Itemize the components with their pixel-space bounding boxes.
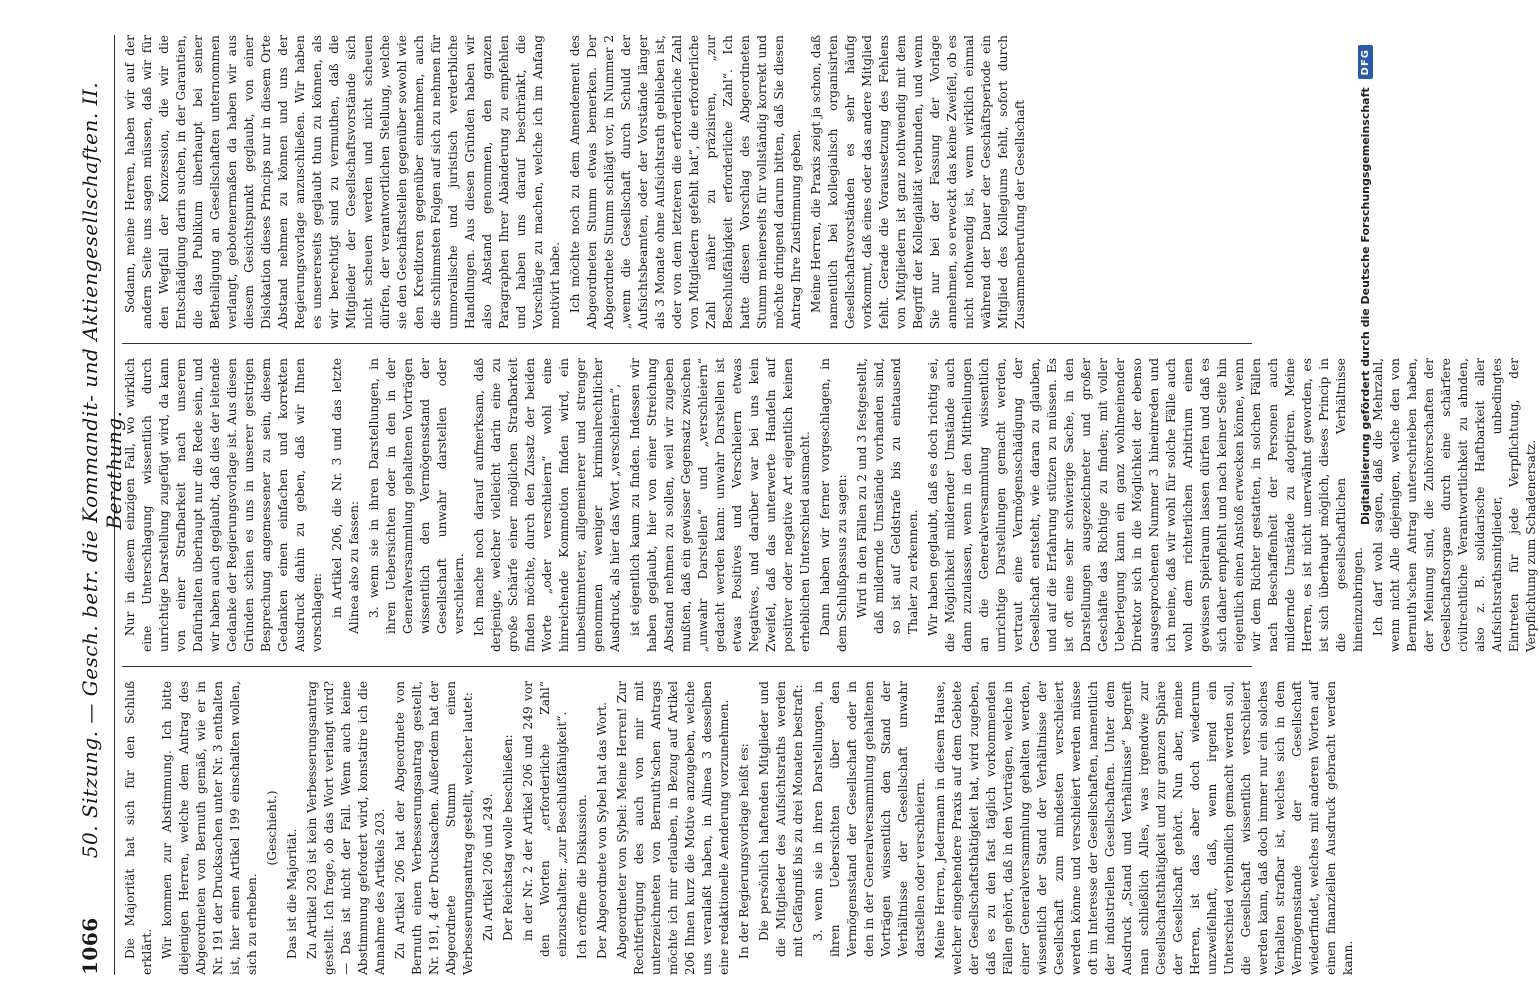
dfg-logo: DFG [1358, 45, 1373, 79]
paragraph: in Artikel 206, die Nr. 3 und das letzte Alinea also zu fassen: [330, 358, 361, 634]
paragraph: Die persönlich haftenden Mitglieder und die Mitglieder des Aufsichtsraths werden mit Gefängniß bis zu drei Monaten bestraft: [757, 681, 805, 957]
paragraph: Dann haben wir ferner vorgeschlagen, in dem Schlußpassus zu sagen: [818, 358, 849, 652]
paragraph: Ich darf wohl sagen, daß die Mehrzahl, wenn nicht Alle diejenigen, welche den von Bernuth'schen Antrag unterschrieben haben, der Meinung sind, die Zuhörerschaften der Gesellschaftsorgane durch eine schärfere civilrechtliche Verantwortlichkeit zu ahnden, also z. B. solidarische Haftbarkeit aller Aufsichtsrathsmitglieder, unbedingtes Eintreten für jede Verpflichtung, der Verpflichtung zum Schadenersatz. [1371, 358, 1538, 652]
paragraph: Nur in diesem einzigen Fall, wo wirklich eine Unterschlagung wissentlich durch unrichtige Darstellung zugefügt wird, da kann von einer Strafbarkeit nach unserem Dafürhalten überhaupt nur die Rede sein, und wir haben auch geglaubt, daß dies der leitende Gedanke der Regierungsvorlage ist. Aus diesen Gründen schien es uns in unserer gestrigen Besprechung angemessener zu sein, diesem Gedanken einen einfachen und korrekten Ausdruck dahin zu geben, daß wir Ihnen vorschlagen: [123, 358, 324, 652]
paragraph: Wir haben geglaubt, daß es doch richtig sei, die Möglichkeit mildernder Umstände auch dann zuzulassen, wenn in den Mittheilungen an die Generalversammlung wissentlich unrichtige Darstellungen gemacht werden, vertraut eine Vermögensschädigung der Gesellschaft entsteht, wie daran zu glauben, und auf die Erfahrung stützen zu müssen. Es ist oft eine sehr schwierige Sache, in den Darstellungen ausgezeichneter und großer Geschäfte das Richtige zu finden; mit voller Ueberlegung kann ein ganz wohlmeinender Direktor sich in die Möglichkeit der ebenso ausgesprochenen Nummer 3 hineinreden und ich meine, daß wir wohl für solche Fälle auch wohl dem richterlichen Arbitrium einen gewissen Spielraum lassen dürfen und daß es sich daher empfiehlt und nach keiner Seite hin eigentlich einen Anstoß erwecken könne, wenn wir dem Richter gestatten, in solchen Fällen nach Beschaffenheit der Personen auch mildernde Umstände zu adoptiren. Meine Herren, es ist nicht unerwähnt geworden, es ist sich überhaupt möglich, dieses Princip in die gesellschaftlichen Verhältnisse hineinzubringen. [926, 358, 1365, 652]
page-header [78, 35, 126, 975]
paragraph: Abgeordneter von Sybel: Meine Herren! Zur Rechtfertigung des auch von mir mit unterzeichneten von Bernuth'schen Antrags möchte ich mir erlauben, in Bezug auf Artikel 206 Ihnen kurz die Motive anzugeben, welche uns veranlaßt haben, in Alinea 3 desselben eine redaktionelle Aenderung vorzunehmen. [615, 681, 731, 975]
paragraph: Meine Herren, die Praxis zeigt ja schon, daß namentlich bei kollegialisch organisirten Gesellschaftsvorständen es sehr häufig vorkommt, daß eines oder das andere Mitglied fehlt. Gerade die Voraussetzung des Fehlens von Mitgliedern ist ganz nothwendig mit dem Begriff der Kollegialität verbunden, und wenn Sie nur bei der Fassung der Vorlage annehmen, so erweckt das keine Zweifel, ob es nicht nothwendig ist, wenn wirklich einmal während der Dauer der Geschäftsperiode ein Mitglied des Kollegiums fehlt, sofort durch Zusammenberufung der Gesellschaft [809, 35, 1027, 329]
text-column-left [122, 681, 1355, 975]
paragraph: Der Abgeordnete von Sybel hat das Wort. [595, 702, 609, 959]
paragraph: In der Regierungsvorlage heißt es: [737, 743, 751, 959]
text-column-middle [122, 358, 1538, 652]
credit-text: Digitalisierung gefördert durch die Deutsche Forschungsgemeinschaft [1358, 87, 1372, 526]
page-number: 1066 [78, 917, 102, 975]
paragraph: Zu Artikel 203 ist kein Verbesserungsantrag gestellt. Ich frage, ob das Wort verlangt wird? — Das ist nicht der Fall. Wenn auch keine Abstimmung gefordert wird, konstatire ich die Annahme des Artikels 203. [305, 681, 387, 975]
digitization-credit [1350, 45, 1380, 945]
column-divider [122, 666, 1252, 667]
running-title: 50. Sitzung. — Gesch. betr. die Kommandit- und Aktiengesellschaften. II. Berathung. [78, 81, 126, 859]
paragraph: Zu Artikel 206 hat der Abgeordnete von Bernuth einen Verbesserungsantrag gestellt, Nr. 191, 4 der Drucksachen. Außerdem hat der Abgeordnete Stumm einen Verbesserungsantrag gestellt, welcher lautet: [393, 681, 475, 975]
paragraph: Ich mache noch darauf aufmerksam, daß derjenige, welcher vielleicht darin eine zu große Schärfe einer möglichen Strafbarkeit finden möchte, durch den Zusatz der beiden Worte „oder verschleiern“ wohl eine hinreichende Kommotion finden wird, ein unbestimmterer, allgemeinerer und strenger genommen weniger kriminalrechtlicher Ausdruck, als hier das Wort „verschleiern“, [472, 358, 622, 652]
paragraph: Meine Herren, Jedermann in diesem Hause, welcher eingehendere Praxis auf dem Gebiete der Gesellschaftsthätigkeit hat, wird zugeben, daß es zu den fast täglich vorkommenden Fällen gehört, daß in den Vorträgen, welche in einer Generalversammlung gehalten werden, wissentlich der Stand der Verhältnisse der Gesellschaft zum mindesten verschleiert werden könne und verschleiert werden müsse oft im Interesse der Gesellschaften, namentlich der industriellen Gesellschaften. Unter dem Ausdruck „Stand und Verhältnisse“ begreift man schließlich Alles, was irgendwie zur Gesellschaftsthätigkeit und zur ganzen Sphäre der Gesellschaft gehört. Nun aber, meine Herren, ist das aber doch wiederum unzweifelhaft, daß, wenn irgend ein Unterschied verbindlich gemacht werden soll, die Gesellschaft wissentlich verschleiert werden kann, daß doch immer nur ein solches Verhalten strafbar ist, welches sich in dem Vermögensstande der Gesellschaft wiederfindet, welches mit anderen Worten auf einen finanziellen Ausdruck gebracht werden kann. [933, 681, 1355, 975]
paragraph: 3. wenn sie in ihren Darstellungen, in ihren Uebersichten über den Vermögensstand der Gesellschaft oder in den in der Generalversammlung gehaltenen Vorträgen wissentlich den Stand der Verhältnisse der Gesellschaft unwahr darstellen oder verschleiern. [811, 681, 927, 957]
paragraph: in der Nr. 2 der Artikel 206 und 249 vor den Worten „erforderliche Zahl“ einzuschalten: „zur Beschlußfähigkeit“. [521, 681, 569, 957]
paragraph: Zu Artikel 206 und 249. [481, 793, 495, 941]
paragraph: Wir kommen zur Abstimmung. Ich bitte diejenigen Herren, welche dem Antrag des Abgeordneten von Bernuth gemäß, wie er in Nr. 191 der Drucksachen unter Nr. 3 enthalten ist, hier einen Artikel 199 einschalten wollen, sich zu erheben. [160, 681, 259, 975]
paragraph: Der Reichstag wolle beschließen: [501, 734, 515, 941]
document-page [10, 25, 1538, 985]
paragraph: Wird in den Fällen zu 2 und 3 festgestellt, daß mildernde Umstände vorhanden sind, so ist auf Geldstrafe bis zu eintausend Thaler zu erkennen. [855, 358, 920, 634]
paragraph: Sodann, meine Herren, haben wir auf der andern Seite uns sagen müssen, daß wir für den Wegfall der Konzession, die wir die Entschädigung darin suchen, in der Garantien, die das Publikum überhaupt bei seiner Betheiligung an Gesellschaften unternommen verlangt, gebotenermaßen da haben wir aus diesem Gesichtspunkt geglaubt, von einer Dislokation dieses Princips nur in diesem Orte Abstand nehmen zu können und uns der Regierungsvorlage anzuschließen. Wir haben es unsererseits geglaubt thun zu können, als wir berechtigt sind zu vermuthen, daß die Mitglieder der Gesellschaftsvorstände sich nicht scheuen werden und nicht scheuen dürfen, der verantwortlichen Stellung, welche sie den Geschäftsstellen gegenüber sowohl wie den Kreditoren gegenüber einnehmen, auch die schlimmsten Folgen auf sich zu nehmen für unmoralische und juristisch verderbliche Handlungen. Aus diesen Gründen haben wir also Abstand genommen, den ganzen Paragraphen Ihrer Abänderung zu empfehlen und haben uns darauf beschränkt, die Vorschläge zu machen, welche ich im Anfang motivirt habe. [123, 35, 562, 329]
column-divider [122, 343, 1252, 344]
text-column-right [122, 35, 1252, 329]
paragraph: Das ist die Majorität. [285, 828, 299, 959]
paragraph: Die Majorität hat sich für den Schluß erklärt. [123, 681, 154, 975]
paragraph: 3. wenn sie in ihren Darstellungen, in ihren Uebersichten oder in den in der Generalversammlung gehaltenen Vorträgen wissentlich den Vermögensstand der Gesellschaft unwahr darstellen oder verschleiern. [367, 358, 466, 634]
paragraph: Ich eröffne die Diskussion. [575, 794, 589, 959]
paragraph: Ich möchte noch zu dem Amendement des Abgeordneten Stumm etwas bemerken. Der Abgeordnete Stumm schlägt vor, in Nummer 2 „wenn die Gesellschaft durch Schuld der Aufsichtsbeamten, oder der Vorstände länger als 3 Monate ohne Aufsichtsrath geblieben ist, oder von dem letzteren die erforderliche Zahl von Mitgliedern gefehlt hat“, die erforderliche Zahl näher zu präzisiren, „zur Beschlußfähigkeit erforderliche Zahl“. Ich hatte diesen Vorschlag des Abgeordneten Stumm meinerseits für vollständig korrekt und möchte dringend darum bitten, daß Sie diesen Antrag Ihre Zustimmung geben. [568, 35, 803, 329]
paragraph: ist eigentlich kaum zu finden. Indessen wir haben geglaubt, hier von einer Streichung Abstand nehmen zu sollen, weil wir zugeben mußten, daß ein gewisser Gegensatz zwischen „unwahr Darstellen“ und „verschleiern“ gedacht werden kann: unwahr Darstellen ist etwas Positives und Verschleiern etwas Negatives, und darüber war bei uns kein Zweifel, daß das unterwerte Handeln auf positiver oder negative Art eigentlich keinen erheblichen Unterschied ausmacht. [628, 358, 812, 652]
paragraph: (Geschieht.) [265, 790, 279, 866]
